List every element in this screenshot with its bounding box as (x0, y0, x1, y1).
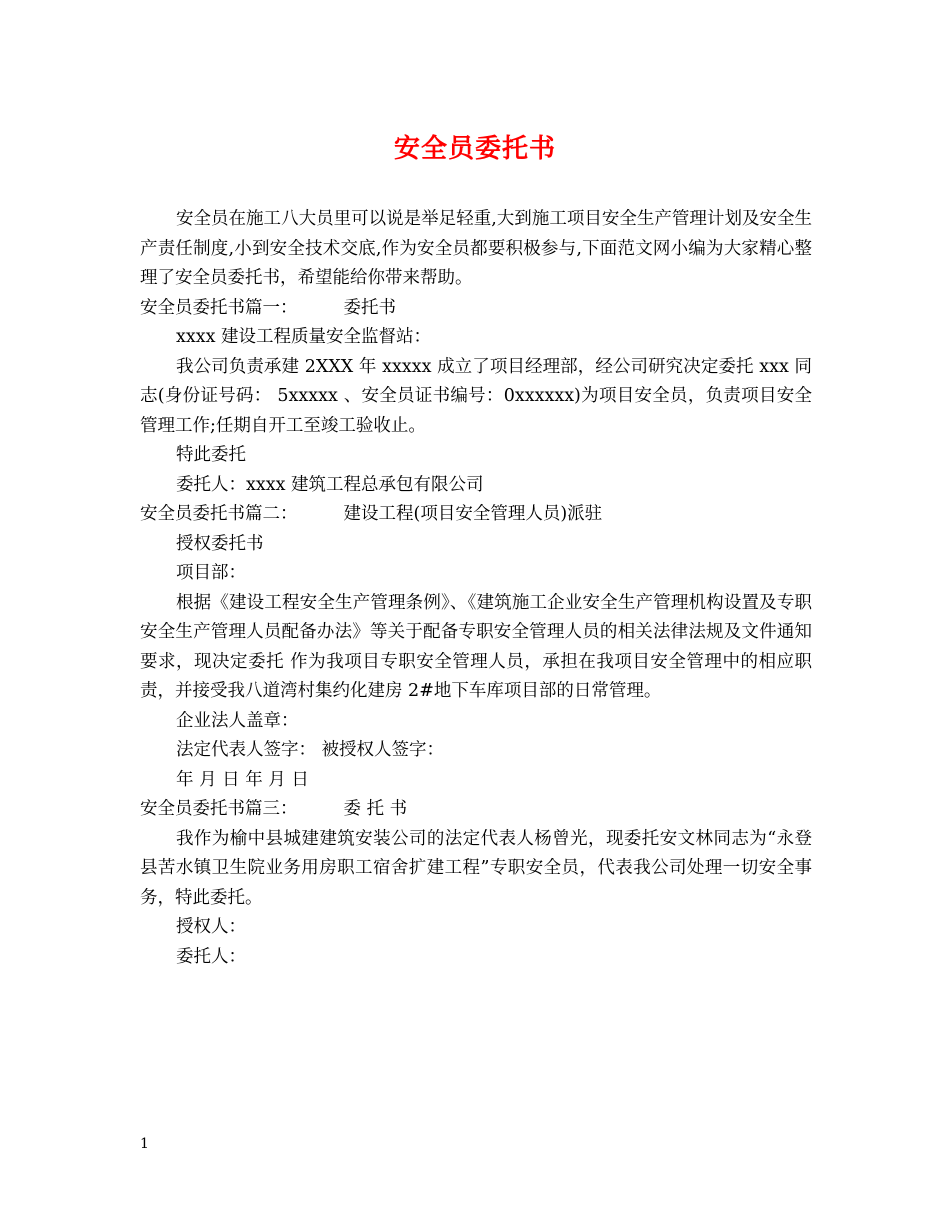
section2-recipient: 项目部： (176, 563, 246, 583)
page-number: 1 (140, 1136, 149, 1152)
section1-recipient: xxxx 建设工程质量安全监督站： (176, 327, 432, 347)
section1-heading-label: 安全员委托书篇一： (140, 297, 298, 318)
section2-signatures: 法定代表人签字： 被授权人签字： (176, 740, 445, 760)
section3-heading-title: 委 托 书 (343, 799, 408, 819)
section2-heading (140, 500, 812, 530)
section2-seal: 企业法人盖章： (176, 710, 299, 731)
document-title: 安全员委托书 (393, 134, 556, 164)
section1-principal: 委托人：xxxx 建筑工程总承包有限公司 (176, 474, 484, 495)
section1-heading-title: 委托书 (343, 297, 396, 318)
section1-closing: 特此委托 (176, 445, 246, 465)
section3-heading-label: 安全员委托书篇三： (140, 799, 298, 819)
section2-date: 年 月 日 年 月 日 (176, 769, 309, 790)
section1-heading (140, 294, 812, 324)
intro-paragraph: 安全员在施工八大员里可以说是举足轻重,大到施工项目安全生产管理计划及安全生产责任制度,小到安全技术交底,作为安全员都要积极参与,下面范文网小编为大家精心整理了安全员委托书，希望能给你带来帮助。 (140, 209, 812, 288)
section3-body: 我作为榆中县城建建筑安装公司的法定代表人杨曾光，现委托安文林同志为“永登县苦水镇卫生院业务用房职工宿舍扩建工程”专职安全员，代表我公司处理一切安全事务，特此委托。 (140, 828, 812, 908)
section3-grantor: 授权人： (176, 917, 246, 937)
section3-heading (140, 795, 812, 825)
section2-body: 根据《建设工程安全生产管理条例》、《建筑施工企业安全生产管理机构设置及专职安全生产管理人员配备办法》等关于配备专职安全管理人员的相关法律法规及文件通知要求，现决定委托 作为我项目专职安全管理人员，承担在我项目安全管理中的相应职责，并接受我八道湾村集约化建房 2#地下车库项目部的日常管理。 (140, 592, 812, 701)
document-body (140, 205, 812, 972)
section3-principal: 委托人： (176, 946, 246, 967)
section2-heading-label: 安全员委托书篇二： (140, 504, 298, 524)
section2-subtitle: 授权委托书 (176, 533, 264, 554)
section1-body: 我公司负责承建 2XXX 年 xxxxx 成立了项目经理部，经公司研究决定委托 xxx 同志(身份证号码： 5xxxxx 、安全员证书编号：0xxxxxx)为项目安全员，负责项目安全管理工作;任期自开工至竣工验收止。 (140, 356, 812, 436)
section2-heading-title: 建设工程(项目安全管理人员)派驻 (343, 504, 603, 524)
